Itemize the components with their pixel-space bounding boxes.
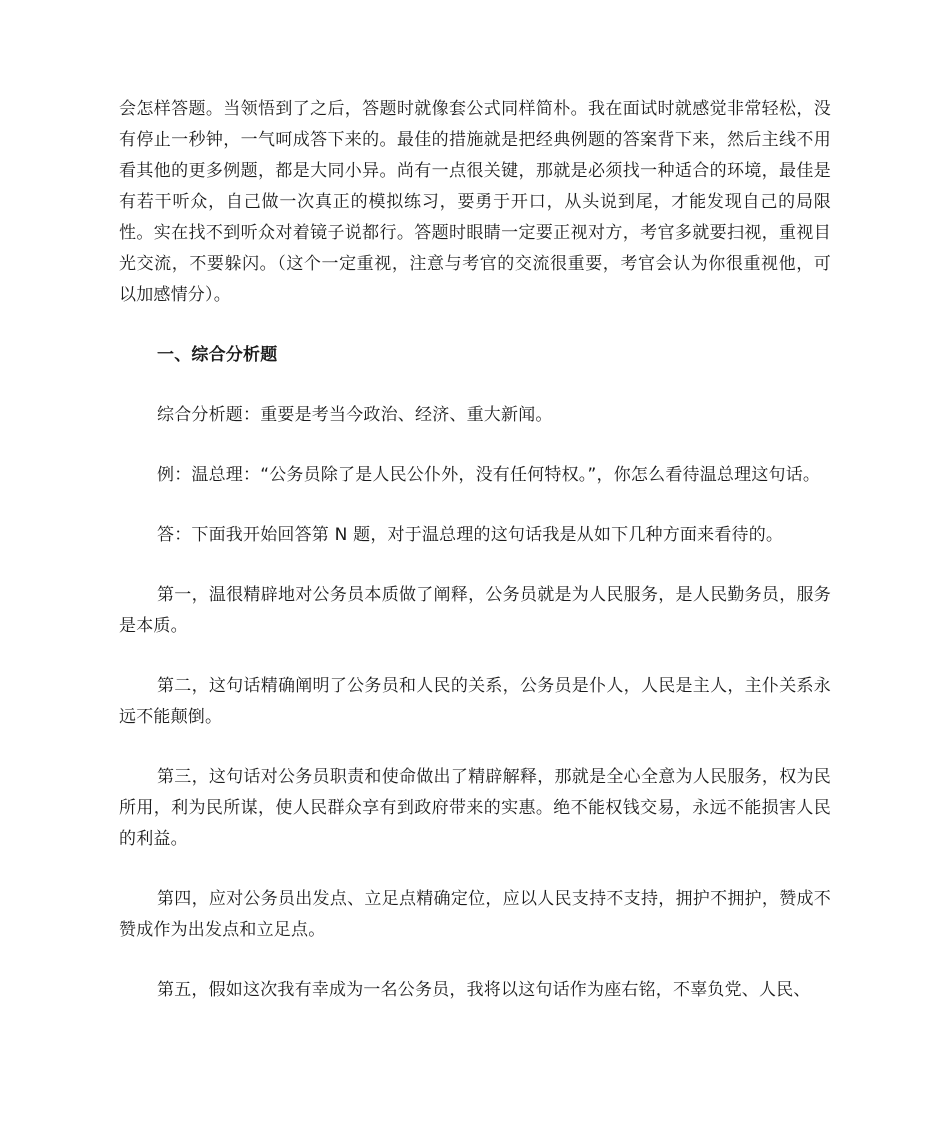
paragraph-point-2: 第二，这句话精确阐明了公务员和人民的关系，公务员是仆人，人民是主人，主仆关系永远不能颠倒。: [119, 676, 831, 727]
paragraph-point-3: 第三，这句话对公务员职责和使命做出了精辟解释，那就是全心全意为人民服务，权为民所用，利为民所谋，使人民群众享有到政府带来的实惠。绝不能权钱交易，永远不能损害人民的利益。: [119, 767, 831, 849]
paragraph-definition: 综合分析题：重要是考当今政治、经济、重大新闻。: [157, 405, 553, 425]
paragraph-example: 例：温总理：“公务员除了是人民公仆外，没有任何特权。”，你怎么看待温总理这句话。: [157, 465, 821, 485]
paragraph-point-1: 第一，温很精辟地对公务员本质做了阐释，公务员就是为人民服务，是人民勤务员，服务是本质。: [119, 585, 831, 636]
paragraph-point-4: 第四，应对公务员出发点、立足点精确定位，应以人民支持不支持，拥护不拥护，赞成不赞成作为出发点和立足点。: [119, 889, 831, 940]
section-heading-comprehensive-analysis: 一、综合分析题: [157, 345, 278, 365]
paragraph-point-5: 第五，假如这次我有幸成为一名公务员，我将以这句话作为座右铭，不辜负党、人民、: [157, 980, 811, 1000]
document-page: [119, 94, 831, 1035]
paragraph-intro: 会怎样答题。当领悟到了之后，答题时就像套公式同样简朴。我在面试时就感觉非常轻松，没有停止一秒钟，一气呵成答下来的。最佳的措施就是把经典例题的答案背下来，然后主线不用看其他的更多例题，都是大同小异。尚有一点很关键，那就是必须找一种适合的环境，最佳是有若干听众，自己做一次真正的模拟练习，要勇于开口，从头说到尾，才能发现自己的局限性。实在找不到听众对着镜子说都行。答题时眼睛一定要正视对方，考官多就要扫视，重视目光交流，不要躲闪。（这个一定重视，注意与考官的交流很重要，考官会认为你很重视他，可以加感情分）。: [119, 99, 831, 305]
paragraph-answer: 答：下面我开始回答第 N 题，对于温总理的这句话我是从如下几种方面来看待的。: [157, 525, 784, 545]
